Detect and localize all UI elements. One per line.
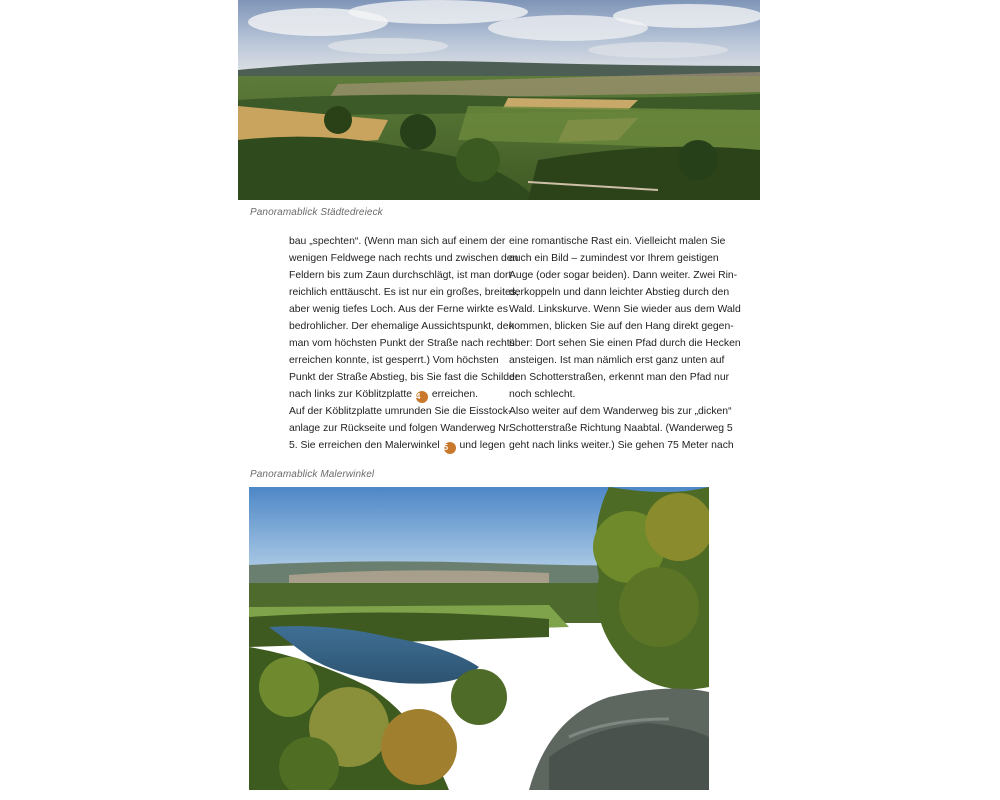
text-line: erreichen konnte, ist gesperrt.) Vom höchsten — [289, 355, 499, 366]
text-column-right — [509, 233, 741, 454]
text-line: wenigen Feldwege nach rechts und zwischen den — [289, 253, 519, 264]
text-line: reichlich enttäuscht. Es ist nur ein großes, breites, — [289, 287, 519, 298]
text-line: Schotterstraße Richtung Naabtal. (Wanderweg 5 — [509, 423, 733, 434]
text-fragment: erreichen. — [431, 389, 479, 400]
text-line: geht nach links weiter.) Sie gehen 75 Meter nach — [509, 440, 734, 451]
text-line: anlage zur Rückseite und folgen Wanderweg Nr. — [289, 423, 512, 434]
text-line: ansteigen. Ist man nämlich erst ganz unten auf — [509, 355, 725, 366]
text-fragment: und legen — [459, 440, 506, 451]
panorama-photo-malerwinkel — [249, 487, 709, 790]
text-line: Wald. Linkskurve. Wenn Sie wieder aus dem Wald — [509, 304, 741, 315]
text-line: Auge (oder sogar beiden). Dann weiter. Zwei Rin- — [509, 270, 738, 281]
text-line: bau „spechten“. (Wenn man sich auf einem der — [289, 236, 506, 247]
figure-caption: Panoramablick Malerwinkel — [250, 469, 375, 480]
waypoint-badge: 4 — [416, 391, 428, 403]
text-line: Also weiter auf dem Wanderweg bis zur „dicken“ — [509, 406, 732, 417]
landscape-image — [238, 0, 760, 200]
text-fragment: 5. Sie erreichen den Malerwinkel — [289, 440, 440, 451]
landscape-image — [249, 487, 709, 790]
text-line: noch schlecht. — [509, 389, 576, 400]
text-line: Punkt der Straße Abstieg, bis Sie fast die Schilder — [289, 372, 519, 383]
text-line: aber wenig tiefes Loch. Aus der Ferne wirkte es — [289, 304, 508, 315]
panorama-photo-staedtedreieck — [238, 0, 760, 200]
text-line: den Schotterstraßen, erkennt man den Pfad nur — [509, 372, 730, 383]
text-line: man vom höchsten Punkt der Straße nach rechts — [289, 338, 515, 349]
figure-caption: Panoramablick Städtedreieck — [250, 207, 383, 218]
text-line: eine romantische Rast ein. Vielleicht malen Sie — [509, 236, 726, 247]
text-line: derkoppeln und dann leichter Abstieg durch den — [509, 287, 730, 298]
waypoint-badge: 5 — [444, 442, 456, 454]
text-line: auch ein Bild – zumindest vor Ihrem geistigen — [509, 253, 719, 264]
text-column-left — [289, 233, 519, 454]
text-line: Auf der Köblitzplatte umrunden Sie die Eisstock- — [289, 406, 512, 417]
text-line — [289, 437, 506, 454]
text-line: kommen, blicken Sie auf den Hang direkt gegen- — [509, 321, 734, 332]
text-line: bedrohlicher. Der ehemalige Aussichtspunkt, den — [289, 321, 515, 332]
text-fragment: nach links zur Köblitzplatte — [289, 389, 413, 400]
text-line — [289, 386, 490, 403]
text-line: Feldern bis zum Zaun durchschlägt, ist man dort — [289, 270, 512, 281]
text-line: über: Dort sehen Sie einen Pfad durch die Hecken — [509, 338, 741, 349]
